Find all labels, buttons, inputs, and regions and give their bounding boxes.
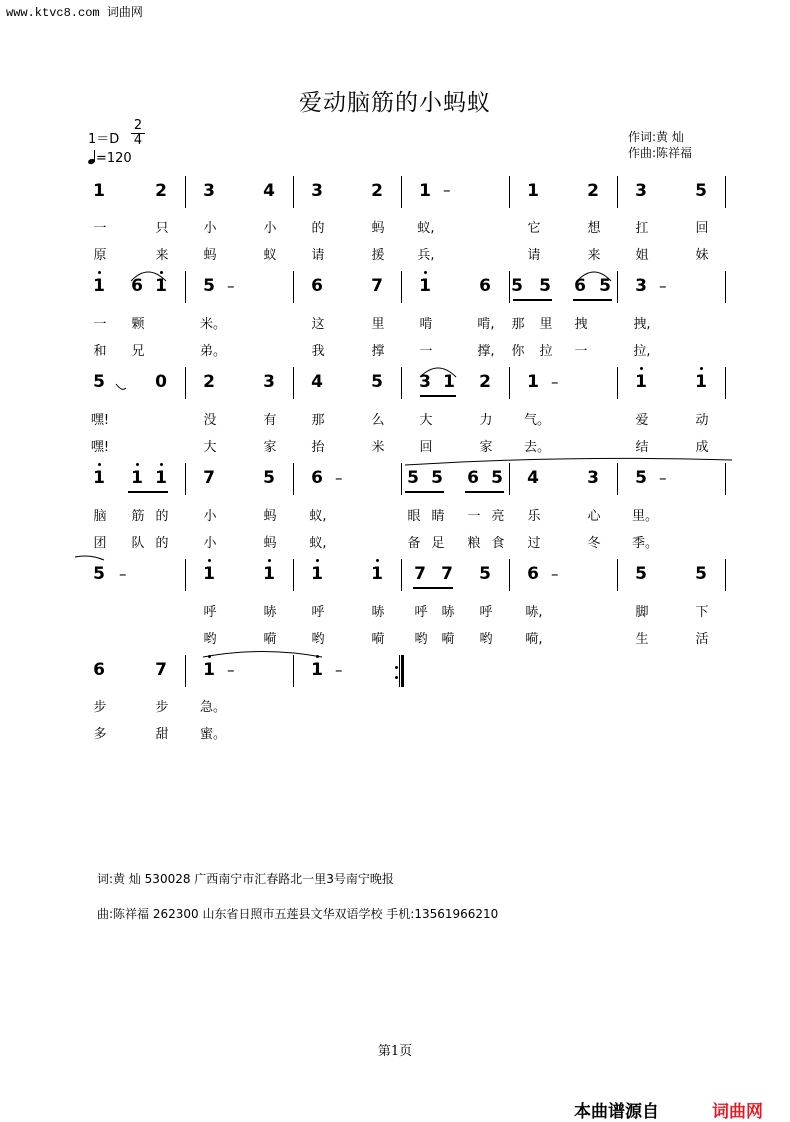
lyric-verse2: 的 (155, 536, 169, 551)
lyric-verse2: 备 (407, 536, 421, 551)
lyric-verse1: 想 (587, 221, 601, 236)
lyric-verse1: 里。 (632, 509, 659, 524)
key-signature: 1＝D (88, 132, 120, 147)
lyric-verse2: 生 (635, 632, 649, 647)
note: 1 (311, 660, 323, 680)
lyric-verse2: 来 (587, 248, 601, 263)
site-watermark: www.ktvc8.com 词曲网 (6, 6, 143, 20)
lyric-verse2: 妹 (695, 248, 709, 263)
note: 1 (155, 276, 167, 296)
lyric-verse2: 队 (131, 536, 145, 551)
note: 7 (441, 564, 453, 584)
note: 3 (203, 181, 215, 201)
lyric-verse1: 筋 (131, 509, 145, 524)
note: 6 (479, 276, 491, 296)
lyric-verse2: 兄 (131, 344, 145, 359)
lyric-verse2: 哟 (311, 632, 325, 647)
lyric-verse2: 小 (203, 536, 217, 551)
lyric-verse2: 一 (574, 344, 588, 359)
note: 4 (263, 181, 275, 201)
hold-dash: – (551, 565, 559, 583)
lyric-verse1: 哧 (441, 605, 455, 620)
lyric-verse2: 蚂 (203, 248, 217, 263)
lyric-verse2: 哟 (414, 632, 428, 647)
lyric-verse1: 小 (203, 221, 217, 236)
lyric-verse2: 嘿! (90, 440, 110, 455)
lyric-verse2: 一 (419, 344, 433, 359)
footer-composer: 曲:陈祥福 262300 山东省日照市五莲县文华双语学校 手机:13561966210 (97, 907, 499, 921)
note: 1 (203, 564, 215, 584)
lyric-verse1: 急。 (200, 700, 227, 715)
page-number: 第1页 (377, 1044, 413, 1059)
lyric-verse1: 脚 (635, 605, 649, 620)
lyric-verse2: 结 (635, 440, 649, 455)
note: 5 (539, 276, 551, 296)
note: 6 (93, 660, 105, 680)
lyric-verse2: 来 (155, 248, 169, 263)
slur-mark (405, 458, 732, 465)
lyric-verse1: 下 (695, 605, 709, 620)
lyric-verse1: 步 (93, 700, 107, 715)
lyric-verse2: 家 (479, 440, 493, 455)
lyric-verse2: 蚁, (309, 536, 327, 551)
lyric-verse2: 团 (93, 536, 107, 551)
slur-mark (131, 272, 166, 281)
lyric-verse2: 粮 (467, 536, 481, 551)
lyric-verse2: 过 (527, 536, 541, 551)
note: 4 (311, 372, 323, 392)
note: 2 (203, 372, 215, 392)
note: 4 (527, 468, 539, 488)
lyric-verse1: 脑 (93, 509, 107, 524)
note: 5 (407, 468, 419, 488)
note: 6 (467, 468, 479, 488)
note: 7 (203, 468, 215, 488)
note: 2 (371, 181, 383, 201)
note: 1 (263, 564, 275, 584)
lyric-verse1: 亮 (491, 509, 505, 524)
lyric-verse1: 蚁, (309, 509, 327, 524)
note: 1 (527, 181, 539, 201)
note: 1 (93, 181, 105, 201)
lyric-verse2: 兵, (417, 248, 435, 263)
slur-mark (75, 556, 104, 560)
lyric-verse1: 它 (527, 221, 541, 236)
lyric-verse2: 请 (527, 248, 541, 263)
brand-text: 本曲谱源自 (574, 1102, 659, 1122)
lyric-verse2: 嗬 (371, 632, 385, 647)
lyric-verse1: 小 (203, 509, 217, 524)
lyric-verse2: 米 (371, 440, 385, 455)
lyric-verse2: 拉, (633, 344, 651, 359)
note: 1 (93, 468, 105, 488)
note: 3 (635, 276, 647, 296)
note: 5 (511, 276, 523, 296)
lyric-verse2: 请 (311, 248, 325, 263)
note: 1 (527, 372, 539, 392)
lyric-verse1: 一 (93, 317, 107, 332)
lyric-verse1: 乐 (527, 509, 541, 524)
lyric-verse1: 么 (371, 413, 385, 428)
lyric-verse2: 蚁 (263, 248, 277, 263)
lyric-verse2: 撑, (477, 344, 495, 359)
lyric-verse1: 呼 (203, 605, 217, 620)
footer-lyricist: 词:黄 灿 530028 广西南宁市汇春路北一里3号南宁晚报 (97, 872, 394, 886)
lyric-verse1: 大 (419, 413, 433, 428)
lyric-verse2: 回 (419, 440, 433, 455)
note: 1 (371, 564, 383, 584)
lyric-verse1: 米。 (200, 317, 227, 332)
lyric-verse2: 援 (371, 248, 385, 263)
lyric-verse2: 冬 (587, 536, 601, 551)
note: 6 (131, 276, 143, 296)
lyric-verse1: 爱 (635, 413, 649, 428)
lyric-verse1: 那 (511, 317, 525, 332)
hold-dash: – (659, 277, 667, 295)
lyric-verse2: 大 (203, 440, 217, 455)
lyric-verse2: 活 (695, 632, 709, 647)
note: 1 (419, 276, 431, 296)
lyric-verse1: 里 (539, 317, 553, 332)
lyric-verse1: 拽 (574, 317, 588, 332)
note: 6 (527, 564, 539, 584)
lyric-verse1: 里 (371, 317, 385, 332)
lyricist-credit: 作词:黄 灿 (628, 130, 684, 144)
lyric-verse1: 小 (263, 221, 277, 236)
note: 5 (695, 181, 707, 201)
lyric-verse1: 动 (695, 413, 709, 428)
hold-dash: – (227, 277, 235, 295)
note: 3 (587, 468, 599, 488)
note: 5 (203, 276, 215, 296)
hold-dash: – (119, 565, 127, 583)
note: 7 (155, 660, 167, 680)
lyric-verse2: 食 (491, 536, 505, 551)
note: 5 (263, 468, 275, 488)
lyric-verse1: 呼 (414, 605, 428, 620)
note: 3 (263, 372, 275, 392)
lyric-verse1: 拽, (633, 317, 651, 332)
lyric-verse2: 嗬, (525, 632, 543, 647)
lyric-verse1: 呼 (311, 605, 325, 620)
lyric-verse1: 那 (311, 413, 325, 428)
hold-dash: – (443, 181, 451, 199)
lyric-verse2: 撑 (371, 344, 385, 359)
note: 5 (93, 372, 105, 392)
lyric-verse1: 哧 (371, 605, 385, 620)
note: 5 (635, 564, 647, 584)
page-title: 爱动脑筋的小蚂蚁 (299, 90, 491, 116)
lyric-verse1: 啃 (419, 317, 433, 332)
note: 1 (155, 468, 167, 488)
lyric-verse2: 我 (311, 344, 325, 359)
lyric-verse2: 抬 (311, 440, 325, 455)
lyric-verse1: 呼 (479, 605, 493, 620)
lyric-verse1: 蚁, (417, 221, 435, 236)
note: 7 (414, 564, 426, 584)
lyric-verse1: 一 (467, 509, 481, 524)
note: 1 (419, 181, 431, 201)
lyric-verse1: 一 (93, 221, 107, 236)
lyric-verse2: 哟 (479, 632, 493, 647)
lyric-verse2: 和 (93, 344, 107, 359)
note: 0 (155, 372, 167, 392)
lyric-verse2: 成 (695, 440, 709, 455)
lyric-verse1: 嘿! (90, 413, 110, 428)
note: 1 (311, 564, 323, 584)
hold-dash: – (227, 661, 235, 679)
lyric-verse1: 的 (311, 221, 325, 236)
lyric-verse2: 嗬 (263, 632, 277, 647)
lyric-verse2: 蜜。 (200, 727, 227, 742)
lyric-verse1: 眼 (407, 509, 421, 524)
time-top: 2 (133, 118, 143, 133)
note: 5 (371, 372, 383, 392)
lyric-verse2: 拉 (539, 344, 553, 359)
note: 1 (93, 276, 105, 296)
lyric-verse2: 姐 (635, 248, 649, 263)
tempo-value: =120 (96, 151, 132, 166)
lyric-verse1: 这 (311, 317, 325, 332)
note: 5 (695, 564, 707, 584)
lyric-verse1: 哧, (525, 605, 543, 620)
lyric-verse1: 蚂 (263, 509, 277, 524)
lyric-verse1: 心 (587, 509, 601, 524)
note: 5 (431, 468, 443, 488)
lyric-verse1: 颗 (131, 317, 145, 332)
lyric-verse1: 啃, (477, 317, 495, 332)
lyric-verse2: 原 (93, 248, 107, 263)
brand-logo-text: 词曲网 (712, 1102, 763, 1122)
note: 5 (635, 468, 647, 488)
lyric-verse2: 多 (93, 727, 107, 742)
note: 2 (587, 181, 599, 201)
hold-dash: – (551, 373, 559, 391)
note: 2 (155, 181, 167, 201)
lyric-verse1: 蚂 (371, 221, 385, 236)
slur-mark (116, 384, 126, 389)
note: 1 (443, 372, 455, 392)
lyric-verse1: 的 (155, 509, 169, 524)
composer-credit: 作曲:陈祥福 (628, 146, 693, 160)
note: 1 (203, 660, 215, 680)
slur-mark (203, 652, 322, 658)
slur-mark (420, 368, 456, 377)
note: 6 (311, 276, 323, 296)
lyric-verse1: 步 (155, 700, 169, 715)
lyric-verse1: 哧 (263, 605, 277, 620)
hold-dash: – (659, 469, 667, 487)
note: 3 (311, 181, 323, 201)
note: 5 (93, 564, 105, 584)
lyric-verse1: 睛 (431, 509, 445, 524)
note: 5 (479, 564, 491, 584)
lyric-verse2: 弟。 (200, 344, 227, 359)
lyric-verse1: 没 (203, 413, 217, 428)
lyric-verse1: 有 (263, 413, 277, 428)
hold-dash: – (335, 661, 343, 679)
lyric-verse2: 甜 (155, 727, 169, 742)
note: 3 (419, 372, 431, 392)
note: 2 (479, 372, 491, 392)
time-bottom: 4 (131, 133, 145, 148)
lyric-verse1: 只 (155, 221, 169, 236)
lyric-verse2: 去。 (524, 440, 551, 455)
note: 7 (371, 276, 383, 296)
note: 1 (695, 372, 707, 392)
note: 6 (574, 276, 586, 296)
note: 6 (311, 468, 323, 488)
lyric-verse2: 嗬 (441, 632, 455, 647)
lyric-verse2: 你 (511, 344, 525, 359)
note: 3 (635, 181, 647, 201)
lyric-verse1: 回 (695, 221, 709, 236)
slur-mark (577, 272, 611, 281)
lyric-verse1: 力 (479, 413, 493, 428)
note: 5 (599, 276, 611, 296)
lyric-verse1: 扛 (635, 221, 649, 236)
lyric-verse2: 蚂 (263, 536, 277, 551)
lyric-verse2: 足 (431, 536, 445, 551)
note: 5 (491, 468, 503, 488)
hold-dash: – (335, 469, 343, 487)
lyric-verse1: 气。 (524, 413, 551, 428)
lyric-verse2: 哟 (203, 632, 217, 647)
note: 1 (635, 372, 647, 392)
note: 1 (131, 468, 143, 488)
lyric-verse2: 季。 (632, 536, 659, 551)
lyric-verse2: 家 (263, 440, 277, 455)
